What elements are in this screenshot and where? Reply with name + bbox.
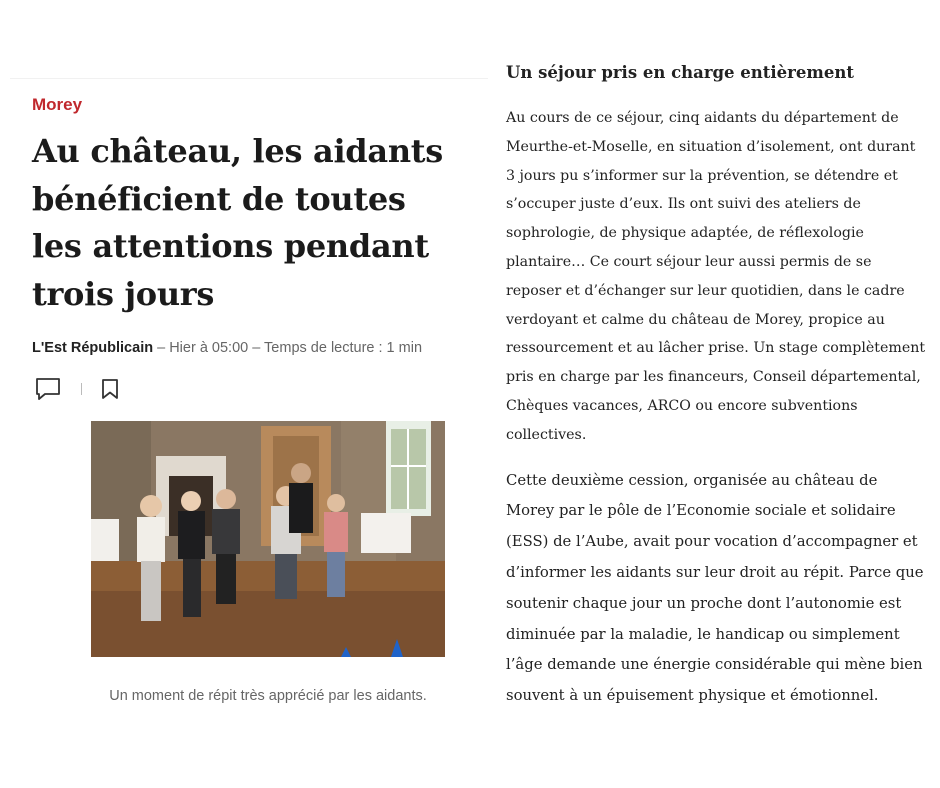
- photo-caption: Un moment de répit très apprécié par les aidants.: [109, 688, 427, 704]
- article-actions: [35, 376, 123, 402]
- comment-button[interactable]: [35, 376, 61, 402]
- section-kicker[interactable]: Morey: [32, 95, 83, 114]
- body-subheading: Un séjour pris en charge entièrement: [506, 63, 854, 82]
- top-divider: [10, 78, 488, 79]
- body-paragraph-2: Cette deuxième cession, organisée au château de Morey par le pôle de l’Economie sociale et solidaire (ESS) de l’Aube, avait pour vocation d’accompagner et d’informer les aidants sur leur droit au répit. Parce que soutenir chaque jour un proche dont l’autonomie est diminuée par la maladie, le handicap ou simplement l’âge demande une énergie considérable qui mène bien souvent à un épuisement physique et émotionnel.: [506, 471, 924, 705]
- actions-separator: [81, 383, 82, 395]
- group-photo-illustration: [91, 421, 445, 657]
- article-body: [506, 60, 926, 712]
- bookmark-button[interactable]: [97, 376, 123, 402]
- bookmark-icon: [101, 378, 119, 400]
- article-headline: Au château, les aidants bénéficient de toutes les attentions pendant trois jours: [32, 132, 443, 313]
- byline-source: L'Est Républicain: [32, 340, 154, 356]
- comment-icon: [35, 377, 61, 401]
- byline-meta: – Hier à 05:00 – Temps de lecture : 1 min: [153, 340, 423, 356]
- byline: [32, 340, 462, 356]
- article-photo: [91, 421, 445, 657]
- body-paragraph-1: Au cours de ce séjour, cinq aidants du département de Meurthe-et-Moselle, en situation d’isolement, ont durant 3 jours pu s’informer sur la prévention, se détendre et s’occuper juste d’eux. Ils ont suivi des ateliers de sophrologie, de physique adaptée, de réflexologie plantaire… Ce court séjour leur aussi permis de se reposer et d’échanger sur leur quotidien, dans le cadre verdoyant et calme du château de Morey, propice au ressourcement et au lâcher prise. Un stage complètement pris en charge par les financeurs, Conseil départemental, Chèques vacances, ARCO ou encore subventions collectives.: [506, 110, 926, 443]
- article-header: [32, 94, 462, 356]
